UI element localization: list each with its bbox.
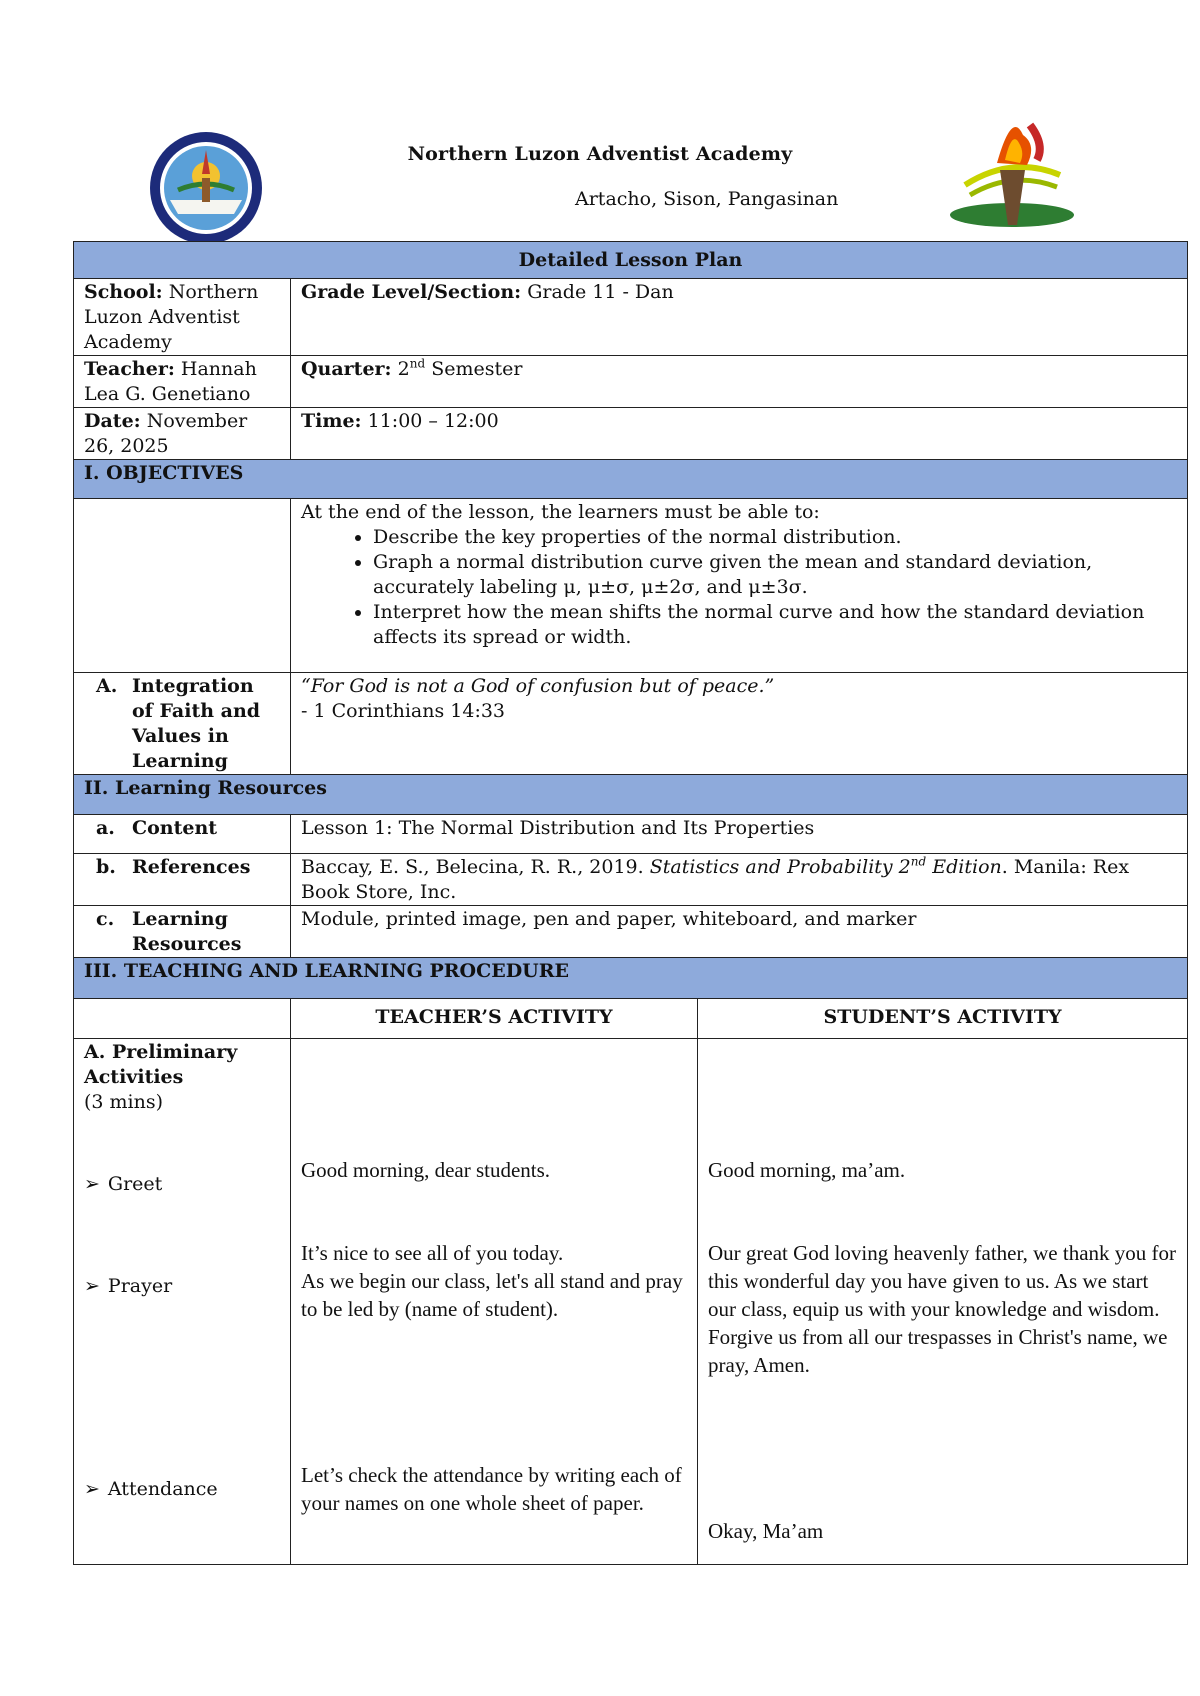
content-label-cell	[74, 815, 291, 854]
references-authors: Baccay, E. S., Belecina, R. R., 2019.	[301, 856, 644, 878]
title-row	[74, 242, 1188, 279]
references-cell	[291, 854, 1188, 906]
school-cell	[74, 279, 291, 356]
references-letter: b.	[96, 856, 116, 878]
integration-label: Integration of Faith and Values in Learning	[132, 675, 261, 772]
teacher-row	[74, 356, 1188, 408]
references-label: References	[132, 856, 251, 878]
references-row	[74, 854, 1188, 906]
resources-heading: II. Learning Resources	[74, 775, 1188, 815]
arrow-bullet-icon: ➢	[84, 1173, 100, 1195]
school-label: School:	[84, 281, 163, 303]
objective-item: • Graph a normal distribution curve given the mean and standard deviation, accurately labeling μ, μ±σ, μ±2σ, and μ±3σ.	[373, 550, 1177, 600]
date-value: November 26, 2025	[84, 410, 248, 457]
greet-teacher-text: Good morning, dear students.	[301, 1158, 551, 1182]
arrow-bullet-icon: ➢	[84, 1478, 100, 1500]
quarter-number: 2	[397, 358, 410, 380]
learning-resources-row	[74, 906, 1188, 958]
quarter-cell	[291, 356, 1188, 408]
prayer-label: Prayer	[107, 1275, 173, 1297]
integration-letter: A.	[96, 675, 118, 697]
references-label-cell	[74, 854, 291, 906]
quarter-suffix: nd	[409, 356, 426, 371]
quarter-rest: Semester	[431, 358, 523, 380]
school-value: Northern Luzon Adventist Academy	[84, 281, 259, 353]
objectives-heading: I. OBJECTIVES	[74, 460, 1188, 499]
procedure-heading: III. TEACHING AND LEARNING PROCEDURE	[74, 958, 1188, 999]
student-activity-header: STUDENT’S ACTIVITY	[698, 999, 1188, 1039]
content-row	[74, 815, 1188, 854]
grade-cell	[291, 279, 1188, 356]
greet-student-text: Good morning, ma’am.	[708, 1158, 906, 1182]
objectives-list	[301, 525, 1177, 650]
greet-item	[84, 1172, 162, 1197]
attendance-teacher-text: Let’s check the attendance by writing each of your names on one whole sheet of paper.	[301, 1463, 682, 1515]
school-row	[74, 279, 1188, 356]
teacher-activity-cell	[291, 1039, 698, 1565]
school-address: Artacho, Sison, Pangasinan	[575, 188, 839, 210]
school-name: Northern Luzon Adventist Academy	[407, 143, 793, 165]
grade-label: Grade Level/Section:	[301, 281, 522, 303]
prayer-teacher-text-2: As we begin our class, let's all stand and pray to be led by (name of student).	[301, 1269, 683, 1321]
integration-cell	[291, 673, 1188, 775]
time-value: 11:00 – 12:00	[367, 410, 499, 432]
learning-resources-label: Learning Resources	[132, 908, 242, 955]
references-title-suffix: nd	[910, 854, 927, 869]
learning-resources-label-cell	[74, 906, 291, 958]
preliminary-label: A. Preliminary Activities	[84, 1041, 238, 1088]
teacher-cell	[74, 356, 291, 408]
integration-label-cell	[74, 673, 291, 775]
plan-title: Detailed Lesson Plan	[74, 242, 1188, 279]
procedure-heading-row	[74, 958, 1188, 999]
objective-item: • Describe the key properties of the normal distribution.	[373, 525, 1177, 550]
lesson-plan-table	[73, 241, 1188, 1565]
attendance-student-text: Okay, Ma’am	[708, 1519, 824, 1543]
date-row	[74, 408, 1188, 460]
objectives-row	[74, 499, 1188, 673]
objectives-heading-row	[74, 460, 1188, 499]
references-title: Statistics and Probability 2	[649, 856, 911, 878]
activity-header-empty	[74, 999, 291, 1039]
integration-row	[74, 673, 1188, 775]
objective-item: • Interpret how the mean shifts the normal curve and how the standard deviation affects its spread or width.	[373, 600, 1177, 650]
attendance-item	[84, 1477, 218, 1502]
objectives-cell	[291, 499, 1188, 673]
teacher-label: Teacher:	[84, 358, 175, 380]
preliminary-row	[74, 1039, 1188, 1565]
date-cell	[74, 408, 291, 460]
objectives-empty-cell	[74, 499, 291, 673]
torch-emblem-logo	[945, 115, 1080, 235]
resources-heading-row	[74, 775, 1188, 815]
learning-resources-letter: c.	[96, 908, 115, 930]
content-value: Lesson 1: The Normal Distribution and Its Properties	[291, 815, 1188, 854]
grade-value: Grade 11 - Dan	[527, 281, 674, 303]
arrow-bullet-icon: ➢	[84, 1275, 100, 1297]
references-title-end: Edition	[932, 856, 1002, 878]
prayer-student-text: Our great God loving heavenly father, we thank you for this wonderful day you have given to us. As we start our class, equip us with your knowledge and wisdom. Forgive us from all our trespasses in Christ's name, we pray, Amen.	[708, 1241, 1177, 1377]
references-publisher: . Manila: Rex Book Store, Inc.	[301, 856, 1130, 903]
activity-header-row	[74, 999, 1188, 1039]
prayer-item	[84, 1274, 172, 1299]
preliminary-label-cell	[74, 1039, 291, 1565]
time-cell	[291, 408, 1188, 460]
content-label: Content	[132, 817, 218, 839]
date-label: Date:	[84, 410, 141, 432]
bible-verse-reference: - 1 Corinthians 14:33	[301, 700, 506, 722]
teacher-value: Hannah Lea G. Genetiano	[84, 358, 257, 405]
bible-verse: “For God is not a God of confusion but of peace.”	[301, 675, 775, 697]
greet-label: Greet	[107, 1173, 163, 1195]
prayer-teacher-text-1: It’s nice to see all of you today.	[301, 1241, 564, 1265]
teacher-activity-header: TEACHER’S ACTIVITY	[291, 999, 698, 1039]
content-letter: a.	[96, 817, 115, 839]
quarter-label: Quarter:	[301, 358, 392, 380]
student-activity-cell	[698, 1039, 1188, 1565]
attendance-label: Attendance	[107, 1478, 218, 1500]
learning-resources-value: Module, printed image, pen and paper, whiteboard, and marker	[291, 906, 1188, 958]
preliminary-time: (3 mins)	[84, 1091, 164, 1113]
time-label: Time:	[301, 410, 362, 432]
objectives-intro: At the end of the lesson, the learners must be able to:	[301, 501, 820, 523]
